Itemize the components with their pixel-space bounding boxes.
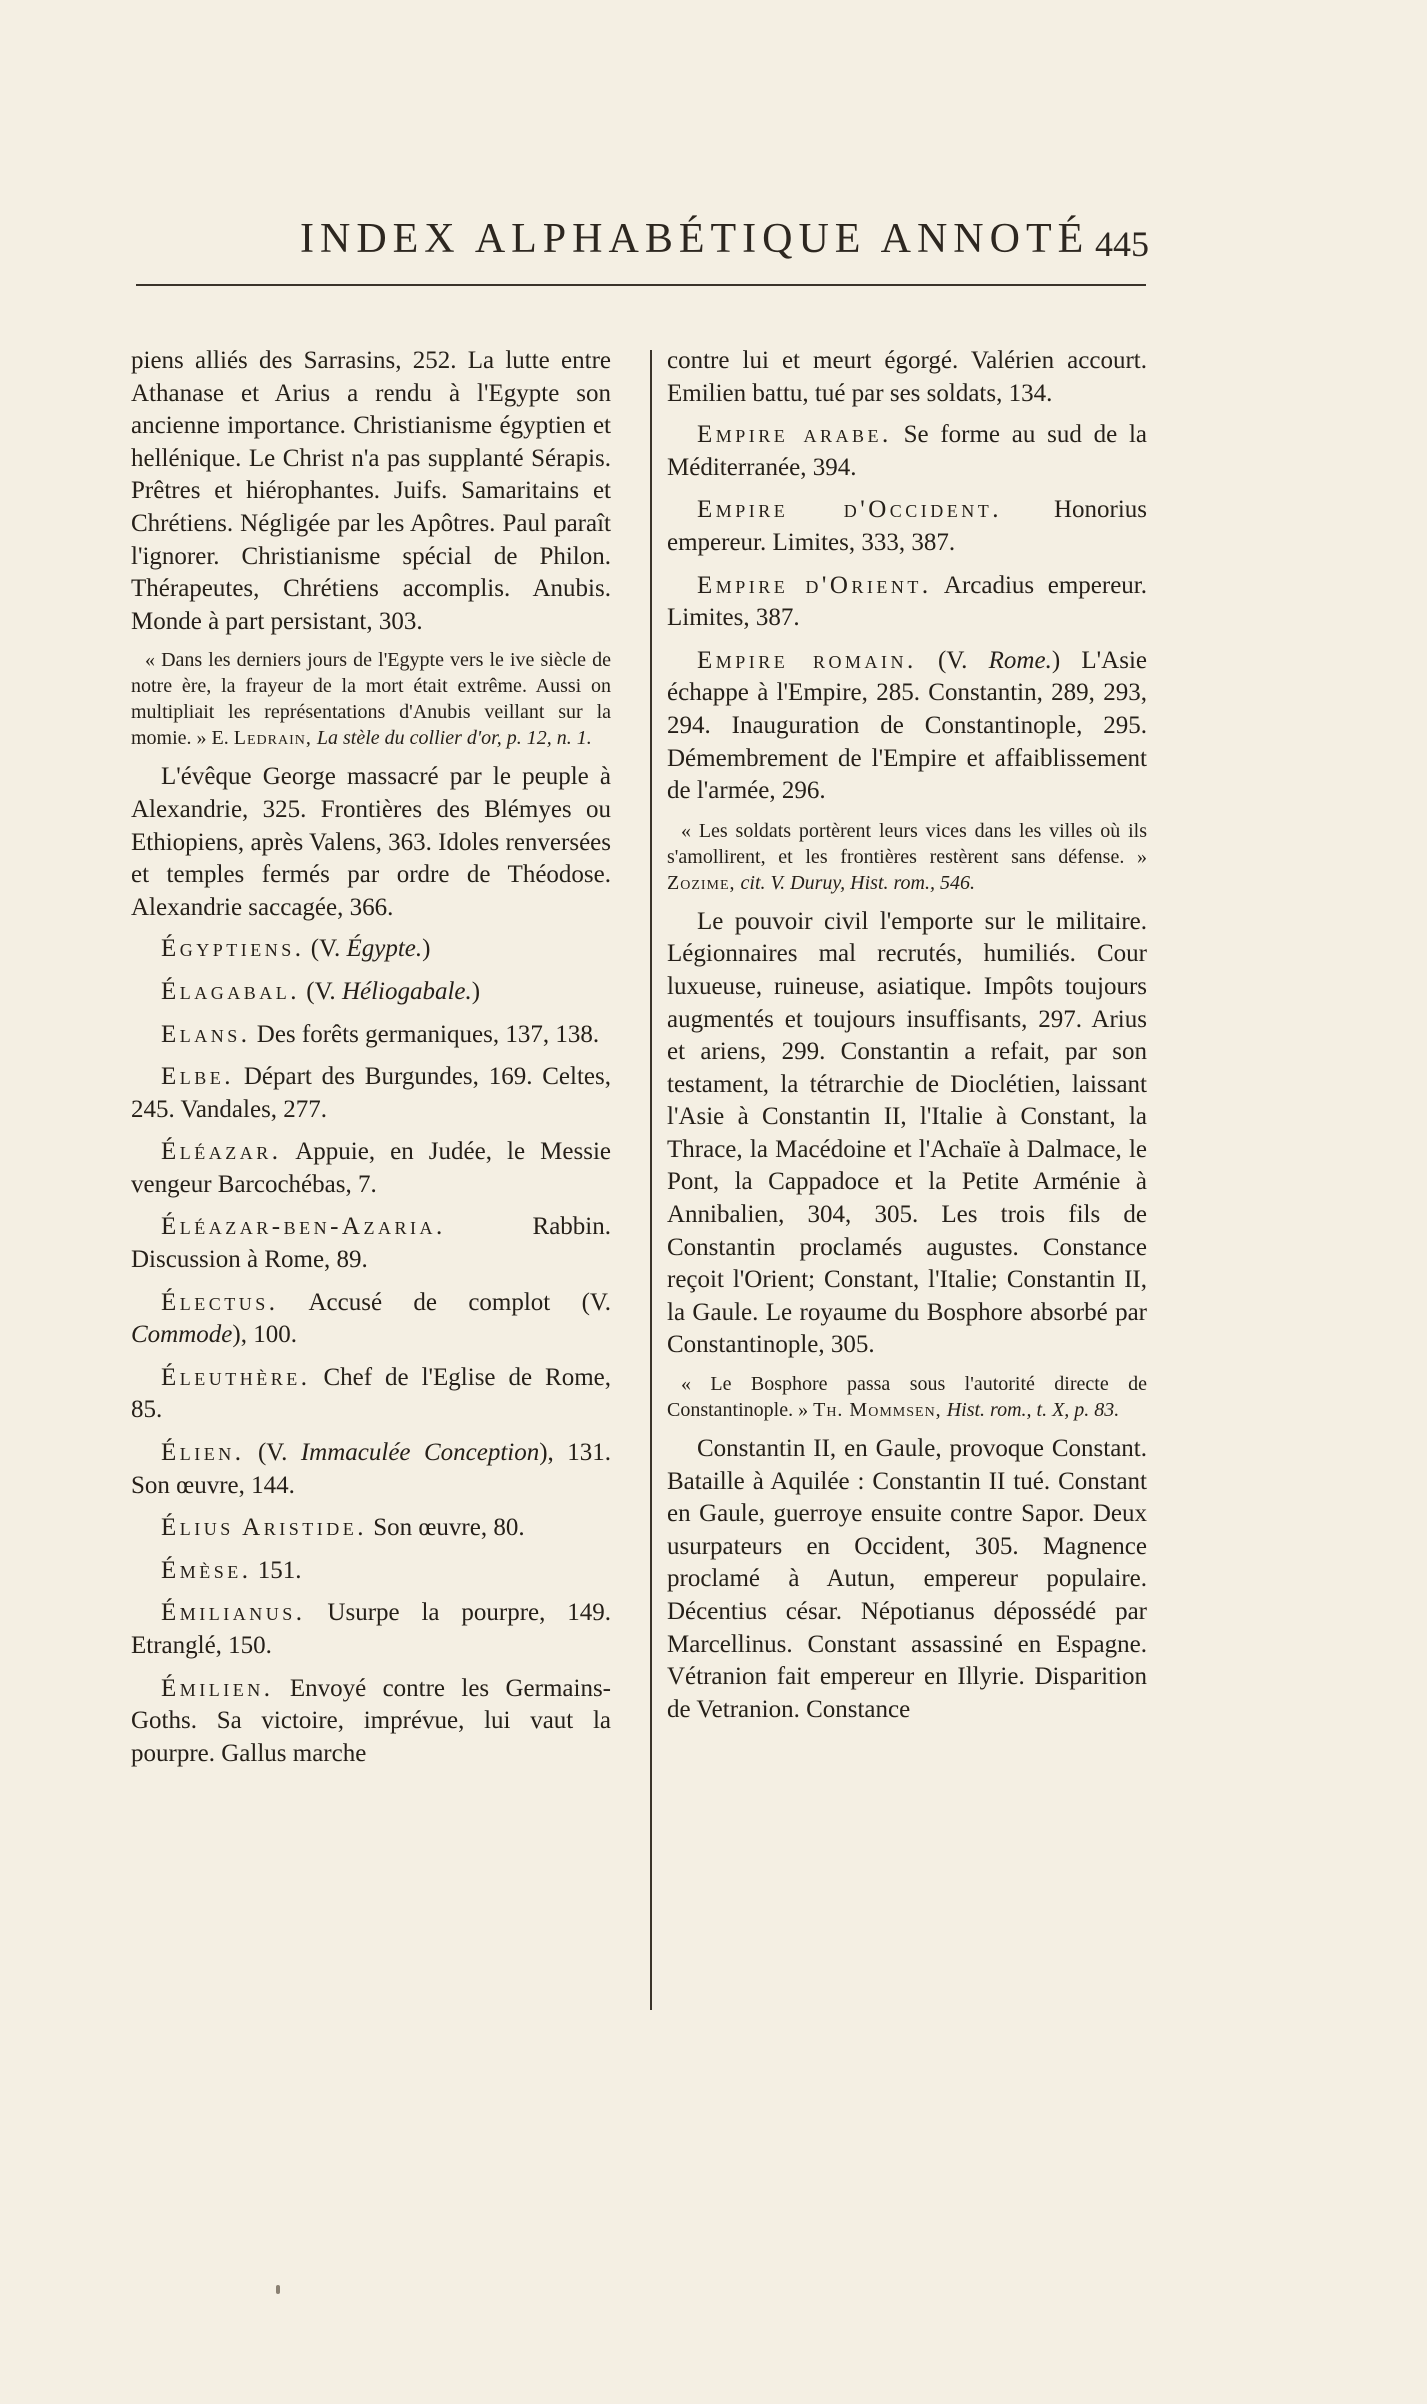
index-entry: Éléazar-ben-Azaria. Rabbin. Discussion à Rome, 89. — [131, 1213, 611, 1274]
page-number: 445 — [1095, 224, 1149, 264]
index-entry: Électus. Accusé de complot (V. Commode), 100. — [131, 1288, 611, 1349]
headword: Éleuthère. — [161, 1363, 311, 1391]
headword: Empire arabe. — [697, 421, 892, 449]
left-column — [131, 345, 611, 1780]
headword: Élius Aristide. — [161, 1514, 367, 1542]
index-entry: Empire d'Orient. Arcadius empereur. Limites, 387. — [667, 571, 1147, 632]
index-entry: Empire d'Occident. Honorius empereur. Limites, 333, 387. — [667, 496, 1147, 556]
paragraph: Le pouvoir civil l'emporte sur le militaire. Légionnaires mal recrutés, humiliés. Cour luxueuse, ruineuse, asiatique. Impôts toujours augmentés et toujours insuffisants, 297. Arius et ariens, 299. Constantin a refait, par son testament, la tétrarchie de Dioclétien, laissant l'Asie à Constantin II, l'Italie à Constant, la Thrace, la Macédoine et l'Achaïe à Dalmace, le Pont, la Cappadoce et la Petite Arménie à Annibalien, 304, 305. Les trois fils de Constantin proclamés augustes. Constance reçoit l'Orient; Constant, l'Italie; Constantin II, la Gaule. Le royaume du Bosphore absorbé par Constantinople, 305. — [667, 907, 1147, 1359]
index-entry: Elans. Des forêts germaniques, 137, 138. — [161, 1020, 600, 1048]
paragraph: Constantin II, en Gaule, provoque Constant. Bataille à Aquilée : Constantin II tué. Constant en Gaule, guerroye ensuite contre Sapor. Deux usurpateurs en Occident, 305. Magnence proclamé à Autun, empereur populaire. Décentius césar. Népotianus dépossédé par Marcellinus. Constant assassiné en Espagne. Vétranion fait empereur en Illyrie. Disparition de Vetranion. Constance — [667, 1435, 1147, 1723]
right-column — [667, 345, 1147, 1735]
headword: Elbe. — [161, 1063, 235, 1091]
index-entry: Éleuthère. Chef de l'Eglise de Rome, 85. — [131, 1363, 612, 1424]
headword: Émilianus. — [161, 1599, 306, 1627]
column-divider — [650, 350, 652, 2010]
index-entry: Elbe. Départ des Burgundes, 169. Celtes, 245. Vandales, 277. — [131, 1063, 611, 1123]
index-entry: Empire arabe. Se forme au sud de la Méditerranée, 394. — [667, 421, 1148, 481]
headword: Émèse. — [161, 1556, 252, 1584]
headword: Éléazar. — [161, 1138, 282, 1166]
index-entry: Égyptiens. (V. Égypte.) — [161, 935, 431, 963]
headword: Égyptiens. — [161, 935, 305, 963]
printing-speck — [276, 2285, 280, 2294]
running-title: INDEX ALPHABÉTIQUE ANNOTÉ — [300, 216, 1090, 262]
index-entry: Élien. (V. Immaculée Conception), 131. Son œuvre, 144. — [131, 1439, 612, 1499]
index-entry: Émèse. 151. — [161, 1556, 302, 1584]
headword: Éléazar-ben-Azaria. — [161, 1213, 446, 1241]
headword: Elans. — [161, 1020, 251, 1048]
header-rule — [136, 284, 1146, 286]
index-entry: Empire romain. (V. Rome.) L'Asie échappe à l'Empire, 285. Constantin, 289, 293, 294. Inauguration de Constantinople, 295. Démembrement de l'Empire et affaiblissement de l'armée, 296. — [667, 646, 1147, 805]
index-entry: Élagabal. (V. Héliogabale.) — [161, 977, 481, 1005]
index-entry: Élius Aristide. Son œuvre, 80. — [161, 1514, 525, 1542]
index-entry: Émilianus. Usurpe la pourpre, 149. Etranglé, 150. — [131, 1599, 612, 1659]
paragraph: piens alliés des Sarrasins, 252. La lutte entre Athanase et Arius a rendu à l'Egypte son ancienne importance. Christianisme égyptien et hellénique. Le Christ n'a pas supplanté Sérapis. Prêtres et hiérophantes. Juifs. Samaritains et Chrétiens. Négligée par les Apôtres. Paul paraît l'ignorer. Christianisme spécial de Philon. Thérapeutes, Chrétiens accomplis. Anubis. Monde à part persistant, 303. — [131, 347, 611, 635]
quotation: « Les soldats portèrent leurs vices dans les villes où ils s'amollirent, et les frontières restèrent sans défense. » Zozime, cit. V. Duruy, Hist. rom., 546. — [667, 819, 1147, 894]
headword: Électus. — [161, 1288, 279, 1316]
paragraph: contre lui et meurt égorgé. Valérien accourt. Emilien battu, tué par ses soldats, 134. — [667, 347, 1147, 407]
headword: Émilien. — [161, 1674, 274, 1702]
headword: Empire d'Occident. — [697, 496, 1003, 524]
index-entry: Émilien. Envoyé contre les Germains-Goths. Sa victoire, imprévue, lui vaut la pourpre. Gallus marche — [131, 1674, 611, 1767]
index-entry: Éléazar. Appuie, en Judée, le Messie vengeur Barcochébas, 7. — [131, 1138, 611, 1198]
headword: Empire romain. — [697, 646, 917, 674]
page-header — [0, 215, 1427, 275]
quotation: « Dans les derniers jours de l'Egypte vers le ive siècle de notre ère, la frayeur de la mort était extrême. Aussi on multipliait les représentations d'Anubis veillant sur la momie. » E. Ledrain, La stèle du collier d'or, p. 12, n. 1. — [131, 649, 611, 750]
headword: Élien. — [161, 1439, 245, 1467]
headword: Élagabal. — [161, 977, 301, 1005]
quotation: « Le Bosphore passa sous l'autorité directe de Constantinople. » Th. Mommsen, Hist. rom., t. X, p. 83. — [667, 1373, 1147, 1422]
headword: Empire d'Orient. — [697, 571, 932, 599]
paragraph: L'évêque George massacré par le peuple à Alexandrie, 325. Frontières des Blémyes ou Ethiopiens, après Valens, 363. Idoles renversées et temples fermés par ordre de Théodose. Alexandrie saccagée, 366. — [131, 763, 611, 921]
